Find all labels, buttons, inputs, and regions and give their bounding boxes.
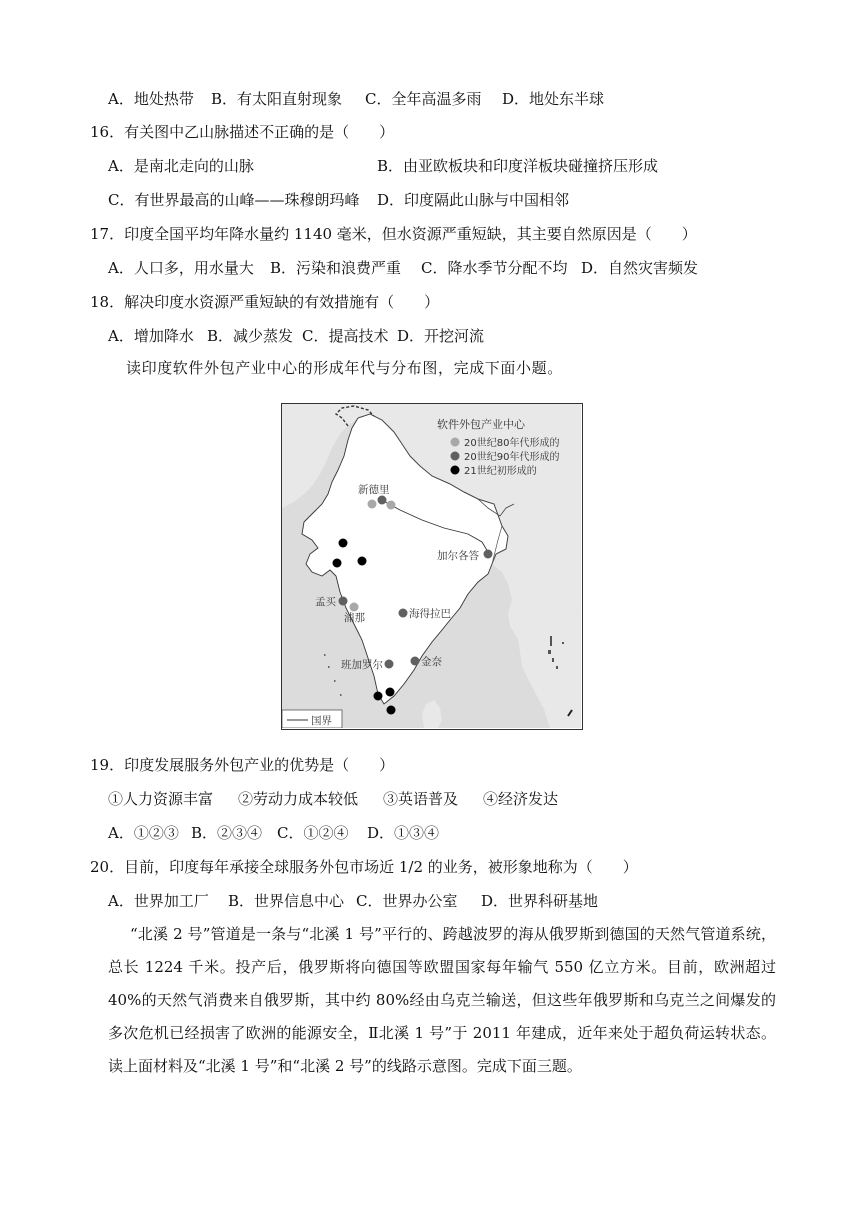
q17-option-c: C．降水季节分配不均	[421, 259, 568, 277]
nord-stream-passage: “北溪 2 号”管道是一条与“北溪 1 号”平行的、跨越波罗的海从俄罗斯到德国的天然气管道系统，总长 1224 千米。投产后，俄罗斯将向德国等欧盟国家每年输气 550 亿立方米。目前，欧洲超过 40%的天然气消费来自俄罗斯，其中约 80%经由乌克兰输送，但这些年俄罗斯和乌克兰之间爆发的多次危机已经损害了欧洲的能源安全，Ⅱ北溪 1 号”于 2011 年建成，近年来处于超负荷运转状态。读上面材料及“北溪 1 号”和“北溪 2 号”的线路示意图。完成下面三题。	[108, 925, 776, 1075]
label-kolkata: 加尔各答	[437, 550, 479, 562]
q15-option-a: A．地处热带	[108, 90, 194, 108]
marker-hyderabad	[399, 609, 408, 618]
label-chennai: 金奈	[421, 656, 442, 668]
marker-bangalore	[385, 660, 394, 669]
q16-option-d: D．印度隔此山脉与中国相邻	[377, 191, 570, 209]
q20-option-d: D．世界科研基地	[481, 892, 599, 910]
q18-option-d: D．开挖河流	[397, 327, 485, 345]
q15-options	[108, 89, 604, 109]
marker-delhi-a	[368, 500, 377, 509]
q16-option-a: A．是南北走向的山脉	[108, 157, 254, 175]
legend-marker-1990s	[451, 452, 460, 461]
q17-options	[108, 258, 698, 278]
border-legend	[282, 710, 342, 728]
q19-option-a: A．①②③	[108, 824, 179, 842]
legend-label-1990s: 20世纪90年代形成的	[464, 452, 560, 463]
marker-mumbai	[339, 597, 348, 606]
q19-item-1: ①人力资源丰富	[108, 790, 214, 808]
label-bangalore: 班加罗尔	[341, 659, 383, 671]
q18-option-c: C．提高技术	[302, 327, 389, 345]
legend-marker-1980s	[451, 438, 460, 447]
marker-kolkata	[484, 550, 493, 559]
q19-option-d: D．①③④	[367, 824, 440, 842]
q19-items	[108, 789, 558, 809]
marker-chennai	[411, 657, 420, 666]
marker-pune	[350, 603, 359, 612]
q19-option-c: C．①②④	[277, 824, 349, 842]
map-svg	[282, 404, 581, 728]
marker-trivandrum	[387, 706, 396, 715]
q16-stem: 16．有关图中乙山脉描述不正确的是（ ）	[90, 123, 395, 141]
q18-stem: 18．解决印度水资源严重短缺的有效措施有（ ）	[90, 293, 440, 311]
q20-options	[108, 891, 598, 911]
marker-indore	[358, 557, 367, 566]
marker-coimbatore	[386, 688, 395, 697]
marker-delhi-b	[378, 496, 387, 505]
legend-label-1980s: 20世纪80年代形成的	[464, 438, 560, 449]
legend-label-2000s: 21世纪初形成的	[464, 466, 537, 477]
q19-stem: 19．印度发展服务外包产业的优势是（ ）	[90, 756, 395, 774]
q19-options	[108, 823, 439, 843]
q19-item-4: ④经济发达	[483, 790, 559, 808]
marker-surat	[333, 559, 342, 568]
q18-option-b: B．减少蒸发	[207, 327, 294, 345]
q17-option-d: D．自然灾害频发	[581, 259, 699, 277]
legend-title: 软件外包产业中心	[437, 418, 525, 431]
q20-option-b: B．世界信息中心	[228, 892, 345, 910]
q17-option-a: A．人口多，用水量大	[108, 259, 254, 277]
q20-stem: 20．目前，印度每年承接全球服务外包市场近 1/2 的业务，被形象地称为（ ）	[90, 858, 638, 876]
border-legend-label: 国界	[311, 715, 332, 727]
marker-ahmedabad	[339, 539, 348, 548]
q18-options	[108, 326, 484, 346]
legend-marker-2000s	[451, 466, 460, 475]
marker-kochi	[374, 692, 383, 701]
q15-option-c: C．全年高温多雨	[365, 90, 482, 108]
q19-option-b: B．②③④	[191, 824, 263, 842]
q15-option-d: D．地处东半球	[502, 90, 605, 108]
q17-stem: 17．印度全国平均年降水量约 1140 毫米，但水资源严重短缺，其主要自然原因是（ ）	[90, 225, 697, 243]
q19-item-2: ②劳动力成本较低	[238, 790, 359, 808]
q16-option-c: C．有世界最高的山峰——珠穆朗玛峰	[108, 191, 360, 209]
label-mumbai: 孟买	[315, 596, 336, 608]
india-software-outsourcing-map	[281, 403, 583, 730]
q18-option-a: A．增加降水	[108, 327, 194, 345]
label-pune: 浦那	[344, 612, 365, 624]
q20-option-c: C．世界办公室	[356, 892, 458, 910]
q16-option-b: B．由亚欧板块和印度洋板块碰撞挤压形成	[377, 157, 659, 175]
label-delhi: 新德里	[358, 484, 390, 496]
label-hyderabad: 海得拉巴	[409, 608, 451, 620]
q15-option-b: B．有太阳直射现象	[211, 90, 343, 108]
q20-option-a: A．世界加工厂	[108, 892, 209, 910]
marker-delhi-c	[387, 501, 396, 510]
map-intro: 读印度软件外包产业中心的形成年代与分布图，完成下面小题。	[126, 359, 563, 377]
q17-option-b: B．污染和浪费严重	[270, 259, 402, 277]
q19-item-3: ③英语普及	[383, 790, 459, 808]
